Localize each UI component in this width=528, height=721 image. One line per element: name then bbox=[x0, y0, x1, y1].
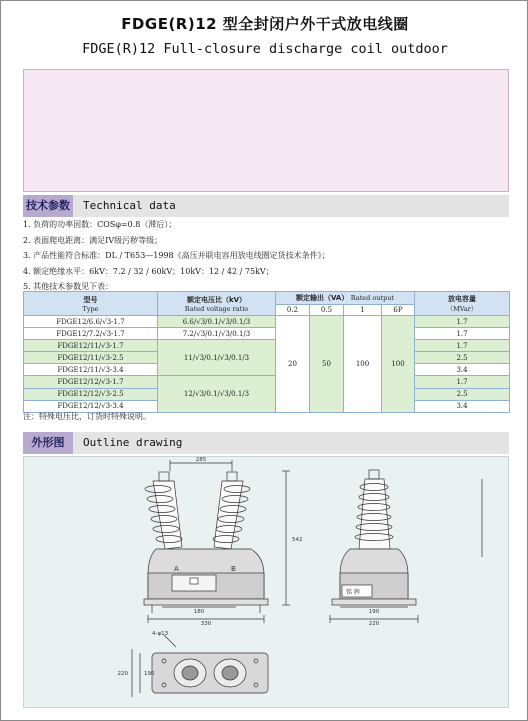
type-cell: FDGE12/7.2/√3-1.7 bbox=[24, 328, 158, 340]
type-cell: FDGE12/11/√3-3.4 bbox=[24, 364, 158, 376]
header-ratio: 额定电压比（kV） Rated voltage ratio bbox=[158, 292, 276, 316]
output-cell: 100 bbox=[344, 316, 382, 413]
ratio-cell: 6.6/√3/0.1/√3/0.1/3 bbox=[158, 316, 276, 328]
type-cell: FDGE12/12/√3-2.5 bbox=[24, 388, 158, 400]
dim-label: 542 bbox=[292, 537, 303, 543]
capacity-cell: 2.5 bbox=[415, 388, 510, 400]
type-cell: FDGE12/11/√3-2.5 bbox=[24, 352, 158, 364]
accuracy-class: 0.2 bbox=[276, 305, 310, 316]
terminal-label-b: B bbox=[231, 565, 236, 573]
section-header-technical bbox=[23, 195, 509, 217]
header-type: 型号 Type bbox=[24, 292, 158, 316]
accuracy-class: 1 bbox=[344, 305, 382, 316]
capacity-cell: 1.7 bbox=[415, 376, 510, 388]
dim-label: 220 bbox=[117, 671, 128, 677]
capacity-cell: 1.7 bbox=[415, 316, 510, 328]
terminal-label-a: A bbox=[174, 565, 179, 573]
insulator-right bbox=[213, 472, 250, 549]
spec-list bbox=[23, 217, 509, 295]
type-cell: FDGE12/6.6/√3-1.7 bbox=[24, 316, 158, 328]
type-cell: FDGE12/12/√3-1.7 bbox=[24, 376, 158, 388]
output-cell: 100 bbox=[382, 316, 415, 413]
capacity-cell: 1.7 bbox=[415, 328, 510, 340]
table-row bbox=[24, 328, 510, 340]
table-row bbox=[24, 376, 510, 388]
table-row bbox=[24, 316, 510, 328]
capacity-cell: 1.7 bbox=[415, 340, 510, 352]
spec-item: 1. 负荷的功率因数：COSφ=0.8（滞后）； bbox=[23, 220, 177, 229]
header-output: 额定输出（VA） Rated output bbox=[276, 292, 415, 305]
header-capacity: 放电容量 （MVar） bbox=[415, 292, 510, 316]
capacity-cell: 2.5 bbox=[415, 352, 510, 364]
insulator-left bbox=[145, 472, 182, 549]
spec-table bbox=[23, 291, 510, 413]
type-cell: FDGE12/11/√3-1.7 bbox=[24, 340, 158, 352]
plan-view bbox=[152, 653, 268, 693]
outline-drawing bbox=[23, 456, 509, 708]
dim-label: 180 bbox=[193, 609, 205, 615]
spec-item: 2. 表面爬电距离：满足IV级污秽等级； bbox=[23, 235, 163, 245]
table-row bbox=[24, 340, 510, 352]
section-subtitle: Technical data bbox=[83, 199, 176, 212]
accuracy-class: 0.5 bbox=[310, 305, 344, 316]
type-cell: FDGE12/12/√3-3.4 bbox=[24, 400, 158, 412]
spec-item: 4. 额定绝缘水平：6kV：7.2 / 32 / 60kV；10kV：12 / 42 / 75kV； bbox=[23, 266, 274, 276]
spec-item: 3. 产品性能符合标准：DL / T653—1998《高压并联电容用放电线圈定货技术条件》； bbox=[23, 251, 330, 260]
capacity-cell: 3.4 bbox=[415, 400, 510, 412]
dim-label: 330 bbox=[200, 621, 212, 627]
capacity-cell: 3.4 bbox=[415, 364, 510, 376]
ratio-cell: 12/√3/0.1/√3/0.1/3 bbox=[158, 376, 276, 412]
hole-label: 4-φ13 bbox=[152, 631, 169, 637]
accuracy-class: 6P bbox=[382, 305, 415, 316]
dim-label: 220 bbox=[368, 621, 380, 627]
output-cell: 20 bbox=[276, 316, 310, 413]
spec-item: 5. 其他技术参数见下表： bbox=[23, 282, 114, 291]
dim-label: 190 bbox=[144, 671, 155, 677]
section-subtitle: Outline drawing bbox=[83, 436, 183, 449]
section-header-outline bbox=[23, 432, 509, 454]
outline-drawing-svg bbox=[24, 457, 510, 709]
nameplate-label: 铭 牌 bbox=[346, 589, 360, 596]
output-cell: 50 bbox=[310, 316, 344, 413]
dim-label: 285 bbox=[195, 457, 207, 463]
insulator-side bbox=[355, 470, 393, 549]
ratio-cell: 11/√3/0.1/√3/0.1/3 bbox=[158, 340, 276, 376]
page-title: FDGE(R)12 型全封闭户外干式放电线圈 bbox=[121, 15, 409, 33]
page-subtitle: FDGE(R)12 Full-closure discharge coil outdoor bbox=[82, 41, 448, 57]
section-tag: 技术参数 bbox=[23, 195, 73, 217]
table-note: 注：特殊电压比，订货时特殊说明。 bbox=[23, 412, 151, 421]
dim-label: 190 bbox=[368, 609, 380, 615]
section-tag: 外形图 bbox=[23, 432, 73, 454]
ratio-cell: 7.2/√3/0.1/√3/0.1/3 bbox=[158, 328, 276, 340]
product-photo-area bbox=[23, 69, 509, 192]
